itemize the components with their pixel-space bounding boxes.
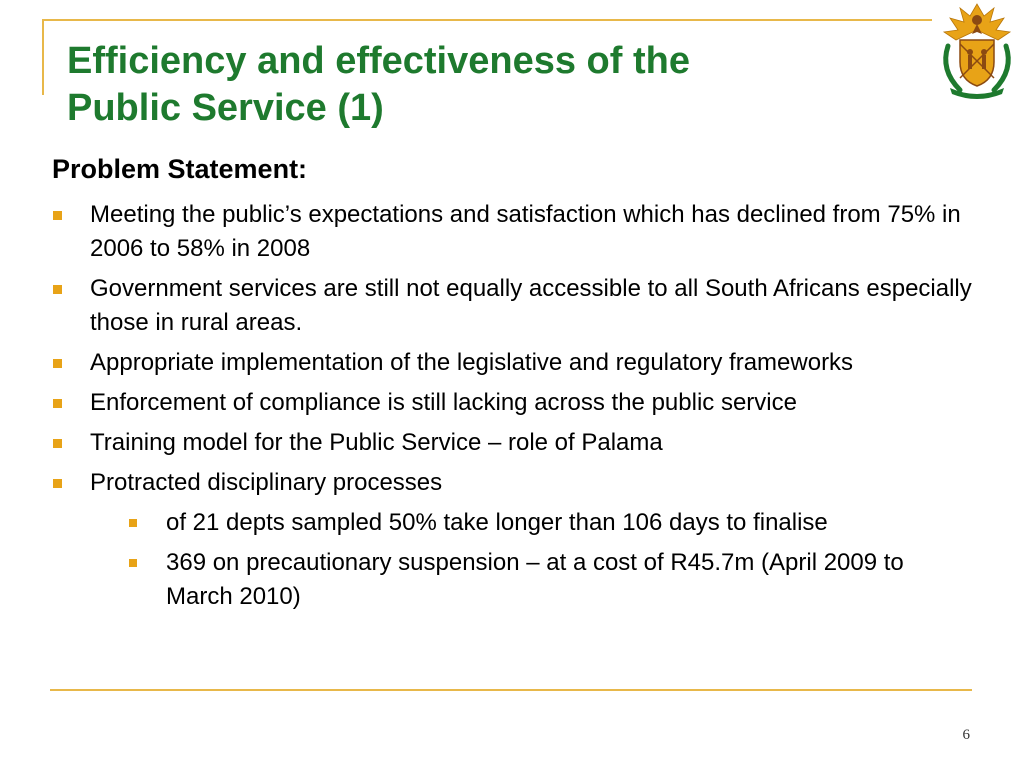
bullet-list	[0, 198, 1024, 620]
sub-bullet-item	[0, 506, 1024, 540]
sub-bullet-text: of 21 depts sampled 50% take longer than 106 days to finalise	[166, 509, 828, 536]
bullet-text: Government services are still not equally accessible to all South Africans especially those in rural areas.	[90, 275, 972, 336]
bullet-item	[0, 386, 1024, 420]
sub-bullet-item	[0, 546, 1024, 614]
top-frame-line	[42, 19, 932, 21]
square-bullet-icon	[129, 559, 137, 567]
square-bullet-icon	[129, 519, 137, 527]
bullet-text: Training model for the Public Service – role of Palama	[90, 429, 663, 456]
sub-bullet-text: 369 on precautionary suspension – at a cost of R45.7m (April 2009 to March 2010)	[166, 549, 904, 610]
bullet-item	[0, 272, 1024, 340]
bullet-item	[0, 198, 1024, 266]
left-frame-line	[42, 19, 44, 95]
bullet-item	[0, 346, 1024, 380]
coat-of-arms-icon	[930, 0, 1024, 100]
bullet-item	[0, 426, 1024, 460]
bullet-text: Appropriate implementation of the legislative and regulatory frameworks	[90, 349, 854, 376]
bullet-item	[0, 466, 1024, 500]
square-bullet-icon	[53, 285, 62, 294]
square-bullet-icon	[53, 439, 62, 448]
square-bullet-icon	[53, 479, 62, 488]
bullet-text: Meeting the public’s expectations and satisfaction which has declined from 75% in 2006 to 58% in 2008	[90, 201, 961, 262]
page-number: 6	[962, 727, 970, 743]
slide-title-line-2: Public Service (1)	[67, 87, 384, 129]
square-bullet-icon	[53, 399, 62, 408]
bullet-text: Enforcement of compliance is still lacking across the public service	[90, 389, 797, 416]
footer-divider	[50, 689, 972, 691]
square-bullet-icon	[53, 359, 62, 368]
bullet-text: Protracted disciplinary processes	[90, 469, 443, 496]
square-bullet-icon	[53, 211, 62, 220]
slide-title	[67, 38, 907, 132]
slide-title-line-1: Efficiency and effectiveness of the	[67, 40, 690, 82]
problem-statement-heading: Problem Statement:	[52, 154, 308, 184]
